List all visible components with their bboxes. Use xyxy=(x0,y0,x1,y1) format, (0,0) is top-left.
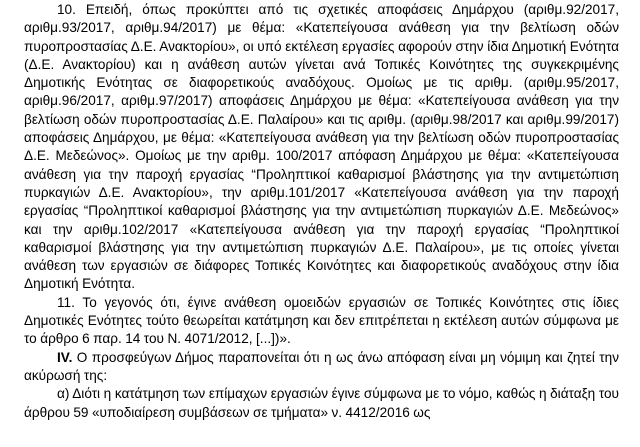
paragraph-10: 10. Επειδή, όπως προκύπτει από τις σχετικές αποφάσεις Δημάρχου (αριθμ.92/2017, αριθμ.93/2017, αριθμ.94/2017) με θέμα: «Κατεπείγουσα ανάθεση για την βελτίωση οδών πυροπροστασίας Δ.Ε. Ανακτορίου», οι υπό εκτέλεση εργασίες αφορούν στην ίδια Δημοτική Ενότητα (Δ.Ε. Ανακτορίου) και η ανάθεση αυτών γίνεται ανά Τοπικές Κοινότητες της συγκεκριμένης Δημοτικής Ενότητας σε διαφορετικούς αναδόχους. Ομοίως με τις αριθμ. (αριθμ.95/2017, αριθμ.96/2017, αριθμ.97/2017) αποφάσεις Δημάρχου με θέμα: «Κατεπείγουσα ανάθεση για την βελτίωση οδών πυροπροστασίας Δ.Ε. Παλαίρου» και τις αριθμ. (αριθμ.98/2017 και αριθμ.99/2017) αποφάσεις Δημάρχου, με θέμα: «Κατεπείγουσα ανάθεση για την βελτίωση οδών πυροπροστασίας Δ.Ε. Μεδεώνος». Ομοίως με την αριθμ. 100/2017 απόφαση Δημάρχου με θέμα: «Κατεπείγουσα ανάθεση για την παροχή εργασίας “Προληπτικοί καθαρισμοί βλάστησης για την αντιμετώπιση πυρκαγιών Δ.Ε. Ανακτορίου», την αριθμ.101/2017 «Κατεπείγουσα ανάθεση για την παροχή εργασίας “Προληπτικοί καθαρισμοί βλάστησης για την αντιμετώπιση πυρκαγιών Δ.Ε. Μεδεώνος» και την αριθμ.102/2017 «Κατεπείγουσα ανάθεση για την παροχή εργασίας “Προληπτικοί καθαρισμοί βλάστησης για την αντιμετώπιση πυρκαγιών Δ.Ε. Παλαίρου», με τις οποίες γίνεται ανάθεση των εργασιών σε διάφορες Τοπικές Κοινότητες και διαφορετικούς αναδόχους στην ίδια Δημοτική Ενότητα. xyxy=(24,2,619,292)
section-iv-text: Ο προσφεύγων Δήμος παραπονείται ότι η ως άνω απόφαση είναι μη νόμιμη και ζητεί την ακύρωσή της: xyxy=(24,349,619,383)
paragraph-11: 11. Το γεγονός ότι, έγινε ανάθεση ομοειδών εργασιών σε Τοπικές Κοινότητες στις ίδιες Δημοτικές Ενότητες τούτο θεωρείται κατάτμηση και δεν επιτρέπεται η εκτέλεση αυτών σύμφωνα με το άρθρο 6 παρ. 14 του Ν. 4071/2012, [...])». xyxy=(24,294,619,347)
paragraph-section-iv xyxy=(24,349,619,386)
section-number-iv: IV. xyxy=(57,349,73,365)
paragraph-a: α) Διότι η κατάτμηση των επίμαχων εργασιών έγινε σύμφωνα με το νόμο, καθώς η διάταξη του άρθρου 59 «υποδιαίρεση συμβάσεων σε τμήματα» ν. 4412/2016 ως xyxy=(24,386,619,420)
